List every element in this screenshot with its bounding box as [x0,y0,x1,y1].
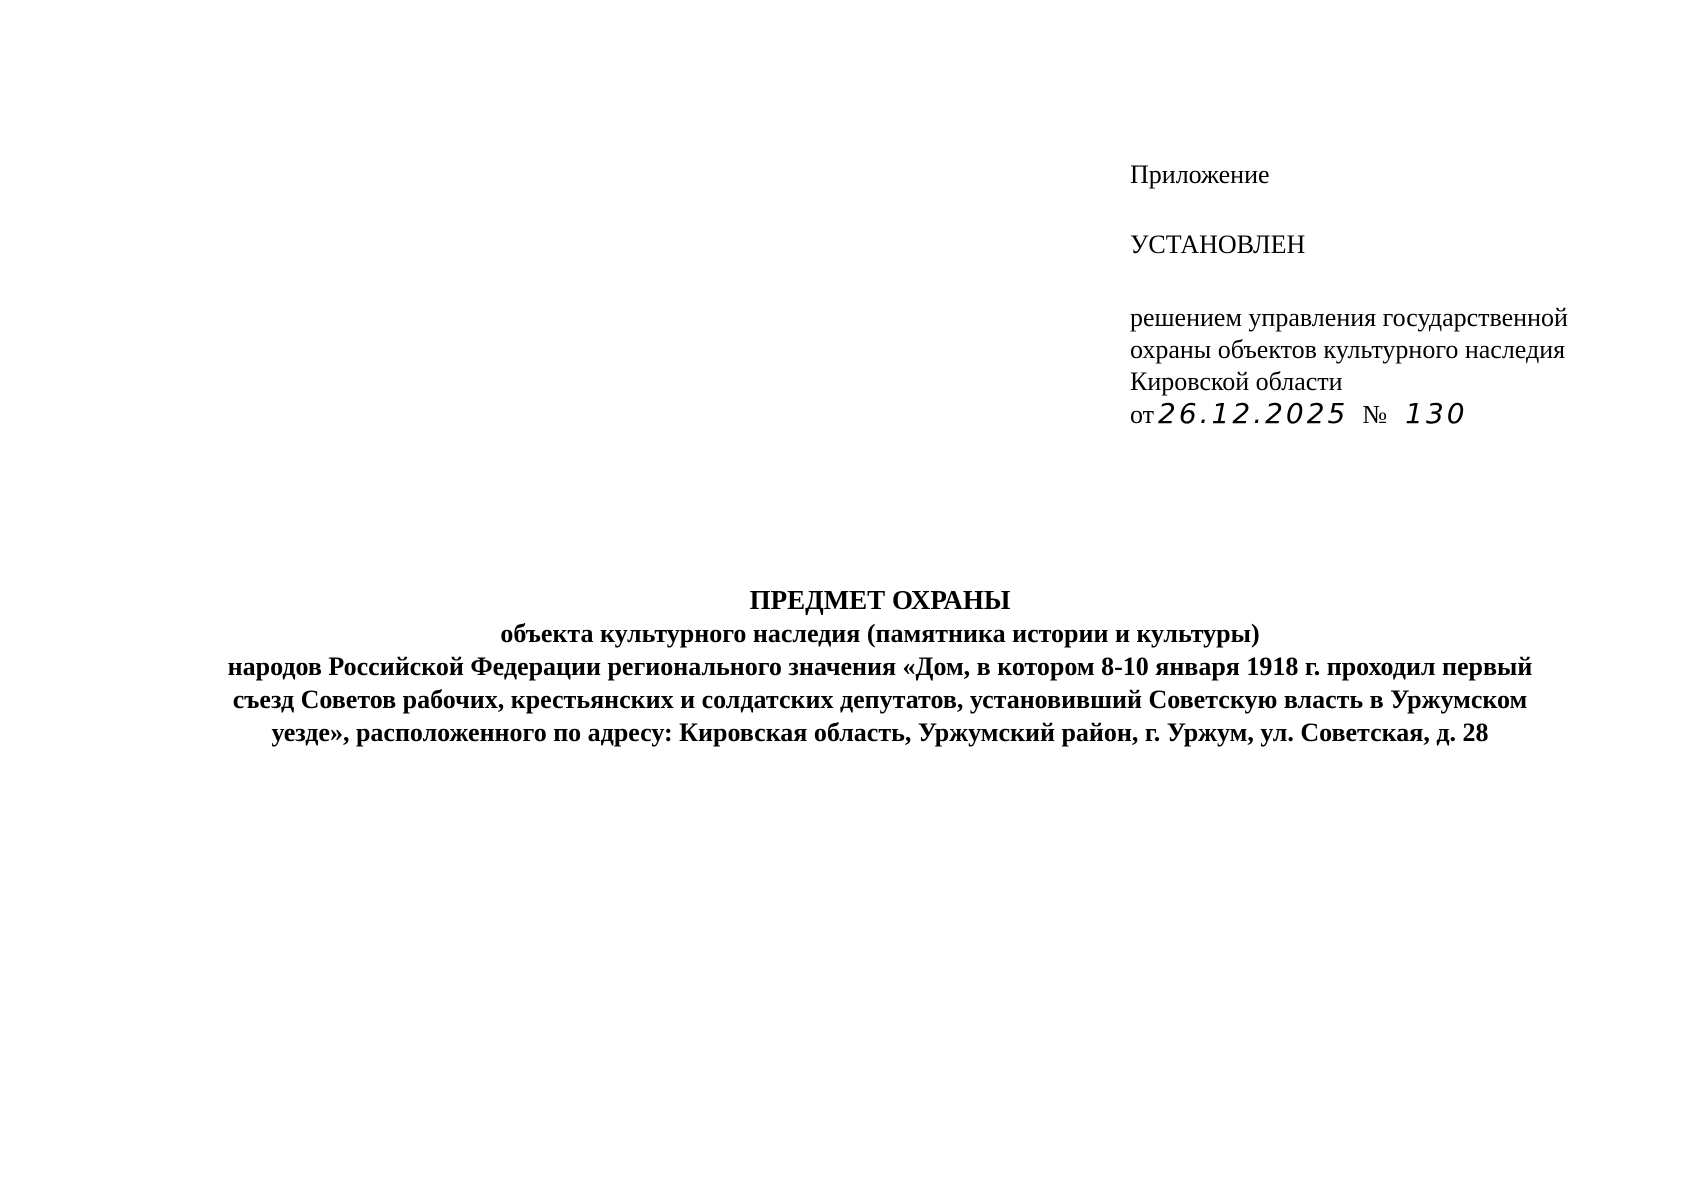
authority-line: охраны объектов культурного наследия [1130,335,1566,364]
handwritten-date: 26.12.2025 [1158,397,1349,430]
title-line: объекта культурного наследия (памятника истории и культуры) [500,619,1260,648]
title-line: народов Российской Федерации регионального значения «Дом, в котором 8-10 января 1918 г. проходил первый [227,652,1533,681]
title-line: уезде», расположенного по адресу: Кировская область, Уржумский район, г. Уржум, ул. Советская, д. 28 [271,718,1489,747]
decision-date-line [1130,398,1568,431]
authority-line: Кировской области [1130,367,1343,396]
appendix-label: Приложение [1130,160,1270,189]
approval-authority [1130,302,1568,431]
handwritten-number: 130 [1405,397,1468,430]
date-prefix: от [1130,400,1155,429]
document-title: ПРЕДМЕТ ОХРАНЫ [749,585,1011,615]
approved-label: УСТАНОВЛЕН [1130,230,1306,259]
document-title-block [120,584,1640,749]
title-line: съезд Советов рабочих, крестьянских и солдатских депутатов, установивший Советскую власть в Уржумском [232,685,1528,714]
number-sign: № [1362,400,1388,429]
authority-line: решением управления государственной [1130,303,1568,332]
